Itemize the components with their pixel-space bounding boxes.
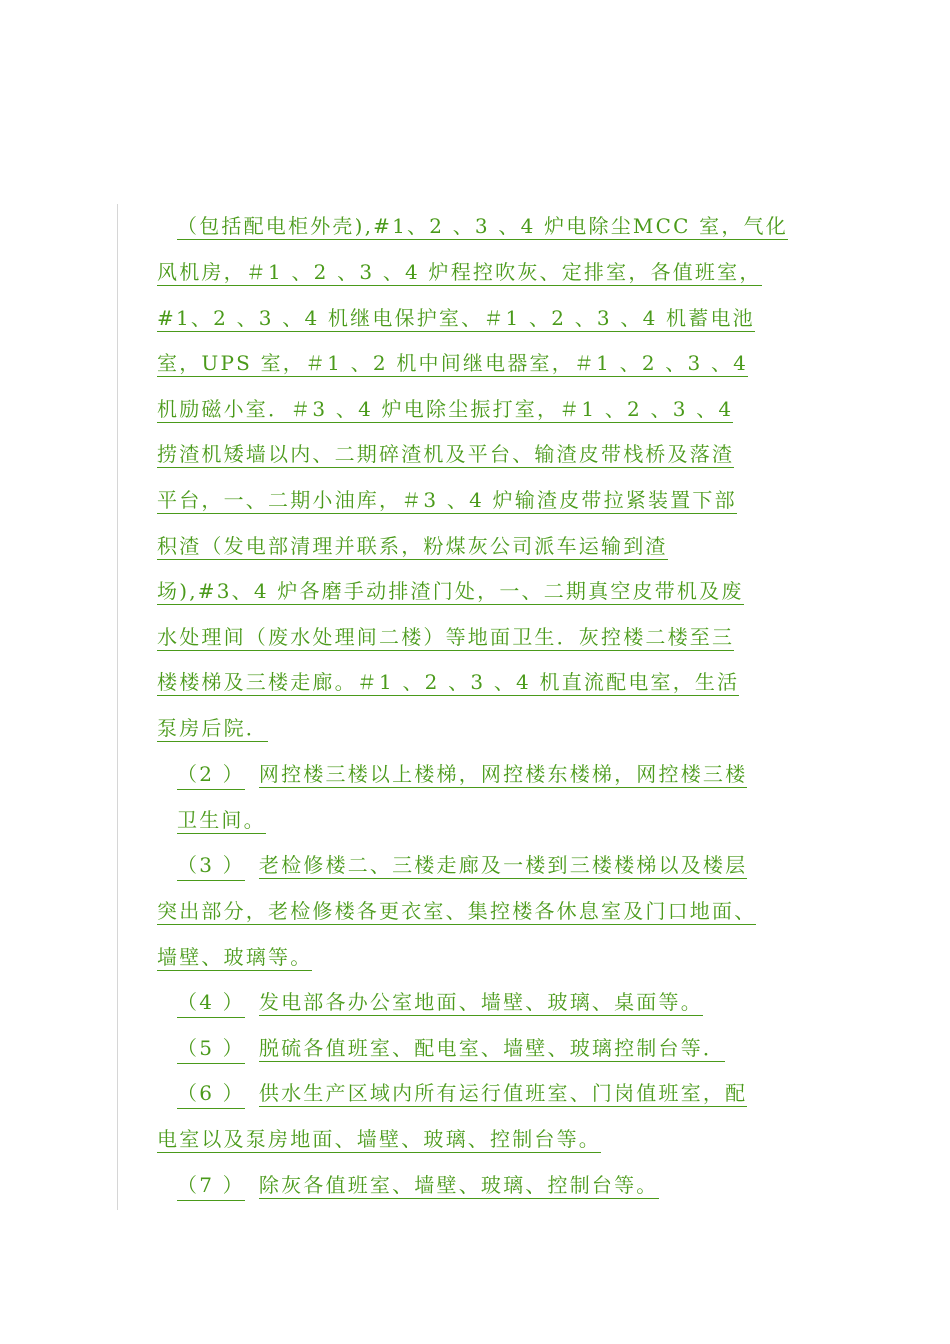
list-item-3-cont: 墙壁、玻璃等。 <box>157 945 313 969</box>
item-number: （4 ） <box>177 988 245 1018</box>
list-item-4: （4 ） 发电部各办公室地面、墙壁、玻璃、桌面等。 <box>157 988 703 1018</box>
paragraph-line: 水处理间（废水处理间二楼）等地面卫生．灰控楼二楼至三 <box>157 625 735 649</box>
list-item-7: （7 ） 除灰各值班室、墙壁、玻璃、控制台等。 <box>157 1171 659 1201</box>
paragraph-line: 室，UPS 室，＃1 、2 机中间继电器室，＃1 、2 、3 、4 <box>157 351 749 375</box>
list-item-3-cont: 突出部分，老检修楼各更衣室、集控楼各休息室及门口地面、 <box>157 899 757 923</box>
paragraph-line: 平台，一、二期小油库，＃3 、4 炉输渣皮带拉紧装置下部 <box>157 488 737 512</box>
paragraph-line: 场),#3、4 炉各磨手动排渣门处，一、二期真空皮带机及废 <box>157 579 744 603</box>
paragraph-line: 风机房，＃1 、2 、3 、4 炉程控吹灰、定排室，各值班室， <box>157 260 762 284</box>
paragraph-line: 机励磁小室．＃3 、4 炉电除尘振打室，＃1 、2 、3 、4 <box>157 397 734 421</box>
item-number: （3 ） <box>177 851 245 881</box>
margin-rule <box>117 204 118 1210</box>
list-item-3: （3 ） 老检修楼二、三楼走廊及一楼到三楼楼梯以及楼层 <box>157 851 747 881</box>
paragraph-line: 楼楼梯及三楼走廊。＃1 、2 、3 、4 机直流配电室，生活 <box>157 670 740 694</box>
paragraph-line: 积渣（发电部清理并联系，粉煤灰公司派车运输到渣 <box>157 534 668 558</box>
item-number: （5 ） <box>177 1034 245 1064</box>
paragraph-line: 捞渣机矮墙以内、二期碎渣机及平台、输渣皮带栈桥及落渣 <box>157 442 735 466</box>
paragraph-line: #1、2 、3 、4 机继电保护室、＃1 、2 、3 、4 机蓄电池 <box>157 306 755 330</box>
list-item-6: （6 ） 供水生产区域内所有运行值班室、门岗值班室，配 <box>157 1079 747 1109</box>
paragraph-line: （包括配电柜外壳),#1、2 、3 、4 炉电除尘MCC 室，气化 <box>177 214 788 238</box>
list-item-2-cont: 卫生间。 <box>177 808 266 832</box>
list-item-5: （5 ） 脱硫各值班室、配电室、墙壁、玻璃控制台等． <box>157 1034 725 1064</box>
item-number: （2 ） <box>177 760 245 790</box>
item-number: （6 ） <box>177 1079 245 1109</box>
list-item-6-cont: 电室以及泵房地面、墙壁、玻璃、控制台等。 <box>157 1127 601 1151</box>
paragraph-line: 泵房后院． <box>157 716 268 740</box>
item-number: （7 ） <box>177 1171 245 1201</box>
list-item-2: （2 ） 网控楼三楼以上楼梯，网控楼东楼梯，网控楼三楼 <box>157 760 747 790</box>
